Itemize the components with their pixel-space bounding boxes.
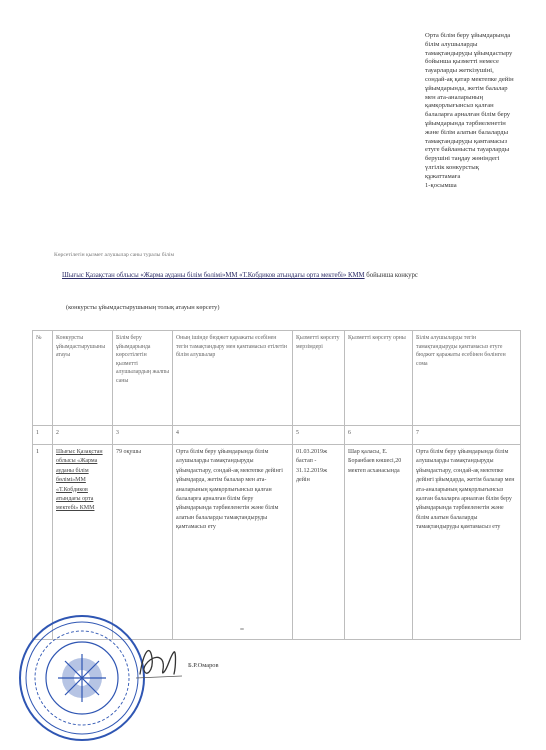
- appendix-note: [425, 32, 525, 190]
- row-service-period: 01.03.2019ж бастап - 31.12.2019ж дейін: [293, 445, 345, 640]
- organizer-suffix: бойынша конкурс: [364, 272, 418, 279]
- table-header-cell: Оның ішінде бюджет қаражаты есебінен тегін тамақтандыру мен қамтамасыз етілетін білім алушылар: [173, 331, 293, 426]
- table-header-cell: Конкурсты ұйымдастырушыны атауы: [53, 331, 113, 426]
- signature: [134, 640, 186, 682]
- table-header-cell: Білім алушыларды тегін тамақтандыруды қамтамасыз етуге бюджет қаражаты есебінен бөлінген сома: [413, 331, 521, 426]
- column-number: 2: [53, 426, 113, 445]
- document-heading: Көрсетілетін қызмет алушылар саны туралы білім: [54, 252, 175, 258]
- table-header-row: [33, 331, 521, 426]
- table-number-row: [33, 426, 521, 445]
- appendix-note-line: бойынша қызметті немесе: [425, 58, 499, 66]
- appendix-note-line: тамақтандыруды ұйымдастыру: [425, 49, 513, 57]
- appendix-note-line: және білім алатын балаларды: [425, 128, 509, 136]
- table-header-cell: Білім беру ұйымдарында көрсетілетін қызметті алушылардың жалпы саны: [113, 331, 173, 426]
- appendix-note-line: құжаттамаға: [425, 172, 461, 180]
- appendix-note-line: үлгілік конкурстық: [425, 163, 479, 171]
- stamp-seal: [12, 608, 152, 748]
- scan-mark: [240, 628, 244, 630]
- signer-name: Б.Р.Омаров: [188, 662, 219, 669]
- row-organizer: Шығыс Қазақстан облысы «Жарма ауданы білім бөлімі»ММ «Т.Кобдиков атындағы орта мектебі» КММ: [53, 445, 113, 640]
- column-number: 1: [33, 426, 53, 445]
- row-budget-amount: Орта білім беру ұйымдарында білім алушыларды тамақтандыруды ұйымдастыру, сондай-ақ мектепке дейінгі ұйымдарда, жетім балалар мен ата-аналарының қамқорлығынсыз қалған балаларға арналған білім беру ұйымдарында тәрбиеленетін және білім алатын балаларды тамақтандыруды қамтамасыз ету: [413, 445, 521, 640]
- appendix-note-line: Орта білім беру ұйымдарында: [425, 32, 511, 39]
- appendix-note-line: ұйымдарында, жетім балалар: [425, 84, 508, 92]
- table-header-cell: №: [33, 331, 53, 426]
- table-header-cell: Қызметті көрсету мерзімдері: [293, 331, 345, 426]
- column-number: 3: [113, 426, 173, 445]
- column-number: 7: [413, 426, 521, 445]
- stamp-emblem: [58, 654, 106, 702]
- column-number: 4: [173, 426, 293, 445]
- column-number: 6: [345, 426, 413, 445]
- appendix-note-line: етуге байланысты тауарларды: [425, 146, 510, 154]
- organizer-name: Шығыс Қазақстан облысы «Жарма ауданы білім бөлімі»ММ «Т.Кобдиков атындағы орта мектебі» КММ: [62, 272, 365, 279]
- appendix-note-line: мен ата-аналарының: [425, 93, 483, 101]
- organizer-caption: (конкурсты ұйымдастырушының толық атауын көрсету): [66, 304, 220, 311]
- appendix-note-line: қамқорлығынсыз қалған: [425, 102, 494, 110]
- row-service-place: Шар қаласы, Е. Боранбаев көшесі,20 мектеп асханасында: [345, 445, 413, 640]
- services-table: [32, 330, 521, 640]
- appendix-note-line: білім алушыларды: [425, 40, 478, 48]
- appendix-note-line: 1-қосымша: [425, 181, 457, 189]
- appendix-note-line: балаларға арналған білім беру: [425, 111, 511, 119]
- appendix-note-line: тауарларды жеткізушіні,: [425, 67, 494, 75]
- appendix-note-line: тамақтандыруды қамтамасыз: [425, 137, 508, 145]
- column-number: 5: [293, 426, 345, 445]
- row-total-recipients: 79 оқушы: [113, 445, 173, 640]
- organizer-line: [62, 272, 418, 279]
- appendix-note-line: сондай-ақ қатар мектепке дейін: [425, 75, 514, 83]
- row-number: 1: [33, 445, 53, 640]
- row-free-meal-recipients: Орта білім беру ұйымдарында білім алушыларды тамақтандыруды ұйымдастыру, сондай-ақ мектепке дейінгі ұйымдарда, жетім балалар мен ата-аналарының қамқорлығынсыз қалған балаларға арналған білім беру ұйымдарында тәрбиеленетін және білім алатын балаларды тамақтандыруды қамтамасыз ету: [173, 445, 293, 640]
- appendix-note-line: берушіні таңдау жөніндегі: [425, 155, 500, 163]
- table-header-cell: Қызметті көрсету орны: [345, 331, 413, 426]
- appendix-note-line: ұйымдарында тәрбиеленетін: [425, 119, 506, 127]
